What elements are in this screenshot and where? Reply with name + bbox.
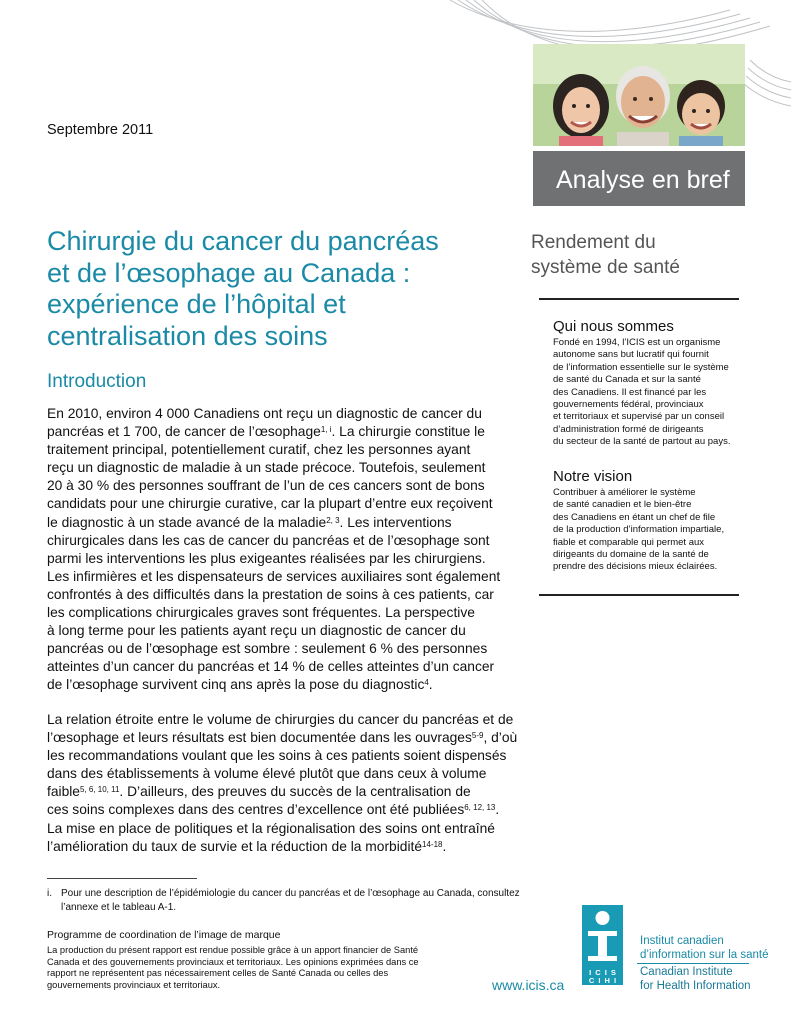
intro-paragraph-2: La relation étroite entre le volume de chirurgies du cancer du pancréas et de l’œsophage et leurs résultats est bien documentée dans les ouvrages$^{5-9}$, d’où les recommandations voulant que les soins à ces patients soient dispensés dans des établissements à volume élevé plutôt que dans ceux à volume faible$^{5, 6, 10, 11}$. D’ailleurs, des preuves du succès de la centralisation de ces soins complexes dans des centres d’excellence ont été publiées$^{6, 12, 13}$. La mise en place de politiques et la régionalisation des soins ont entraîné l’amélioration du taux de survie et la réduction de la morbidité$^{14-18}$.	[47, 712, 518, 854]
intro-paragraph-1: En 2010, environ 4 000 Canadiens ont reçu un diagnostic de cancer du pancréas et 1 700, de cancer de l’œsophage$^{1, i}$. La chirurgie constitue le traitement principal, potentiellement curatif, chez les personnes ayant reçu un diagnostic de maladie à un stade précoce. Toutefois, seulement 20 à 30 % des personnes souffrant de l’un de ces cancers sont de bons candidats pour une chirurgie curative, car la plupart d’entre eux reçoivent le diagnostic à un stade avancé de la maladie$^{2, 3}$. Les interventions chirurgicales dans les cas de cancer du pancréas et de l’œsophage sont parmi les interventions les plus exigeantes réalisées par les chirurgiens. Les infirmières et les dispensateurs de services auxiliaires sont également confrontés à des difficultés dans la prestation de soins à ces patients, car les complications chirurgicales graves sont fréquentes. La perspective à long terme pour les patients ayant reçu un diagnostic de cancer du pancréas ou de l’œsophage est sombre : seulement 6 % des personnes atteintes d’un cancer du pancréas et 14 % de celles atteintes d’un cancer de l’œsophage survivent cinq ans après la pose du diagnostic$^4$.	[47, 406, 501, 693]
title-line: et de l’œsophage au Canada :	[47, 257, 411, 288]
logo-divider	[637, 963, 749, 964]
logo-acronyms: I C I S C I H I	[588, 968, 618, 985]
publication-date: Septembre 2011	[47, 122, 154, 138]
analysis-brief-label: Analyse en bref	[556, 166, 730, 194]
program-heading: Programme de coordination de l’image de marque	[47, 929, 281, 941]
logo-english-name: Canadian Institute for Health Information	[640, 966, 751, 992]
section-subtitle: Rendement du système de santé	[531, 232, 680, 278]
footnote-text: Pour une description de l’épidémiologie du cancer du pancréas et de l’œsophage au Canada, consultez l’annexe et le tableau A-1.	[61, 888, 520, 913]
title-line: Chirurgie du cancer du pancréas	[47, 226, 439, 256]
about-sidebar	[539, 298, 739, 596]
footnote-divider	[47, 878, 197, 879]
title-line: expérience de l’hôpital et	[47, 289, 346, 319]
website-link[interactable]: www.icis.ca	[492, 977, 565, 993]
introduction-heading: Introduction	[47, 371, 147, 392]
our-vision-text: Contribuer à améliorer le système de santé canadien et le bien-être des Canadiens en étant un chef de file de la production d’information impartiale, fiable et comparable qui permet aux dirigeants du domaine de la santé de prendre des décisions mieux éclairées.	[553, 487, 725, 573]
our-vision-heading: Notre vision	[553, 468, 633, 485]
page-title	[47, 226, 497, 352]
footnote-marker: i.	[47, 888, 52, 899]
title-line: centralisation des soins	[47, 320, 328, 351]
who-we-are-text: Fondé en 1994, l’ICIS est un organisme autonome sans but lucratif qui fournit de l’information essentielle sur le système de santé du Canada et sur la santé des Canadiens. Il est financé par les gouvernements fédéral, provinciaux et territoriaux et supervisé par un conseil d’administration formé de dirigeants du secteur de la santé de partout au pays.	[553, 337, 731, 448]
family-photo	[533, 44, 745, 146]
program-text: La production du présent rapport est rendue possible grâce à un apport financier de Santé Canada et des gouvernements provinciaux et territoriaux. Les opinions exprimées dans ce rapport ne représentent pas nécessairement celles de Santé Canada ou celles des gouvernements provinciaux et territoriaux.	[47, 945, 419, 990]
who-we-are-heading: Qui nous sommes	[553, 318, 674, 335]
logo-french-name: Institut canadien d’information sur la santé	[640, 935, 769, 961]
